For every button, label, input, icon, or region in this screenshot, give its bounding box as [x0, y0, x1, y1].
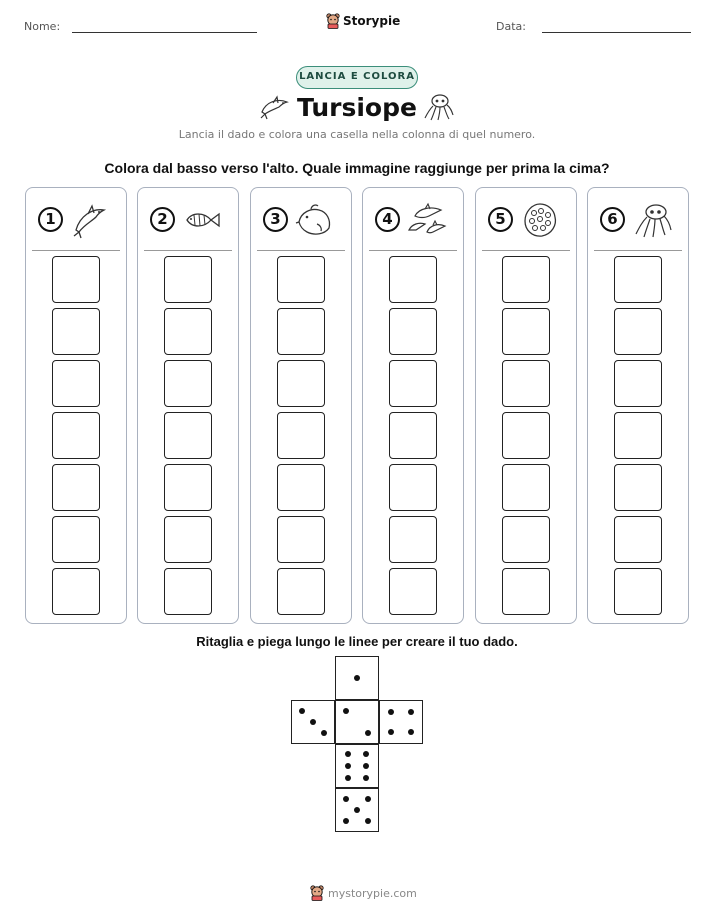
column-6: [587, 187, 689, 624]
column-cell[interactable]: [614, 308, 662, 355]
column-cell[interactable]: [164, 464, 212, 511]
die-face-5: [335, 788, 379, 832]
column-number: 6: [600, 207, 625, 232]
baby-dolphin-icon: [295, 200, 335, 240]
column-cell[interactable]: [502, 308, 550, 355]
column-cell[interactable]: [502, 568, 550, 615]
die-pip: [363, 775, 369, 781]
column-number: 4: [375, 207, 400, 232]
column-cell[interactable]: [52, 412, 100, 459]
column-4: [362, 187, 464, 624]
column-cell[interactable]: [502, 360, 550, 407]
name-line[interactable]: [72, 32, 257, 33]
column-cell[interactable]: [614, 256, 662, 303]
die-pip: [363, 751, 369, 757]
column-cell[interactable]: [164, 568, 212, 615]
footer-url[interactable]: mystorypie.com: [328, 886, 417, 900]
column-divider: [369, 250, 457, 251]
column-cell[interactable]: [164, 516, 212, 563]
instruction: Colora dal basso verso l'alto. Quale immagine raggiunge per prima la cima?: [104, 160, 610, 176]
coral-icon: [520, 200, 560, 240]
column-divider: [594, 250, 682, 251]
die-face-6: [335, 744, 379, 788]
page-title: Tursiope: [297, 93, 417, 122]
column-2: [137, 187, 239, 624]
column-cell[interactable]: [277, 516, 325, 563]
column-cell[interactable]: [614, 568, 662, 615]
activity-badge: LANCIA E COLORA: [296, 66, 418, 89]
column-number: 2: [150, 207, 175, 232]
column-divider: [257, 250, 345, 251]
footer: [310, 885, 417, 901]
column-cell[interactable]: [277, 360, 325, 407]
column-cell[interactable]: [52, 308, 100, 355]
bear-logo-icon: [326, 13, 340, 29]
die-face-3: [291, 700, 335, 744]
column-cell[interactable]: [277, 308, 325, 355]
column-divider: [482, 250, 570, 251]
die-face-2: [335, 700, 379, 744]
column-divider: [32, 250, 120, 251]
die-pip: [310, 719, 316, 725]
die-pip: [388, 709, 394, 715]
column-3: [250, 187, 352, 624]
die-pip: [321, 730, 327, 736]
die-pip: [299, 708, 305, 714]
bear-logo-icon: [310, 885, 324, 901]
column-cell[interactable]: [614, 360, 662, 407]
column-cell[interactable]: [52, 360, 100, 407]
fish-icon: [182, 200, 222, 240]
column-number: 1: [38, 207, 63, 232]
die-pip: [343, 708, 349, 714]
die-pip: [354, 675, 360, 681]
column-divider: [144, 250, 232, 251]
die-pip: [345, 751, 351, 757]
die-pip: [388, 729, 394, 735]
date-label: Data:: [496, 20, 526, 33]
column-cell[interactable]: [389, 308, 437, 355]
column-cell[interactable]: [502, 256, 550, 303]
column-number: 3: [263, 207, 288, 232]
dice-instruction: Ritaglia e piega lungo le linee per creare il tuo dado.: [196, 634, 518, 649]
column-cell[interactable]: [614, 464, 662, 511]
column-cell[interactable]: [502, 516, 550, 563]
title-squid-icon: [422, 92, 454, 122]
column-cell[interactable]: [389, 516, 437, 563]
column-cell[interactable]: [389, 412, 437, 459]
date-line[interactable]: [542, 32, 691, 33]
dolphin-pod-icon: [407, 200, 447, 240]
die-pip: [408, 729, 414, 735]
die-pip: [365, 818, 371, 824]
column-cell[interactable]: [164, 412, 212, 459]
dolphin-icon: [70, 200, 110, 240]
column-number: 5: [488, 207, 513, 232]
column-cell[interactable]: [164, 256, 212, 303]
column-cell[interactable]: [52, 256, 100, 303]
squid-icon: [632, 200, 672, 240]
column-cell[interactable]: [277, 412, 325, 459]
subtitle: Lancia il dado e colora una casella nella colonna di quel numero.: [178, 128, 536, 141]
column-cell[interactable]: [277, 256, 325, 303]
die-face-4: [379, 700, 423, 744]
column-cell[interactable]: [389, 256, 437, 303]
column-cell[interactable]: [52, 464, 100, 511]
header-logo: [326, 13, 400, 29]
column-cell[interactable]: [502, 412, 550, 459]
die-pip: [365, 796, 371, 802]
column-cell[interactable]: [389, 360, 437, 407]
die-face-1: [335, 656, 379, 700]
column-cell[interactable]: [389, 568, 437, 615]
die-pip: [343, 818, 349, 824]
column-cell[interactable]: [277, 568, 325, 615]
die-pip: [363, 763, 369, 769]
die-pip: [345, 763, 351, 769]
column-5: [475, 187, 577, 624]
column-cell[interactable]: [614, 516, 662, 563]
column-cell[interactable]: [277, 464, 325, 511]
die-pip: [354, 807, 360, 813]
column-cell[interactable]: [52, 568, 100, 615]
die-pip: [408, 709, 414, 715]
column-cell[interactable]: [502, 464, 550, 511]
column-1: [25, 187, 127, 624]
name-label: Nome:: [24, 20, 61, 33]
die-pip: [345, 775, 351, 781]
die-pip: [343, 796, 349, 802]
column-cell[interactable]: [164, 308, 212, 355]
column-cell[interactable]: [614, 412, 662, 459]
brand-name: Storypie: [343, 14, 401, 28]
column-cell[interactable]: [164, 360, 212, 407]
column-cell[interactable]: [389, 464, 437, 511]
column-cell[interactable]: [52, 516, 100, 563]
die-pip: [365, 730, 371, 736]
